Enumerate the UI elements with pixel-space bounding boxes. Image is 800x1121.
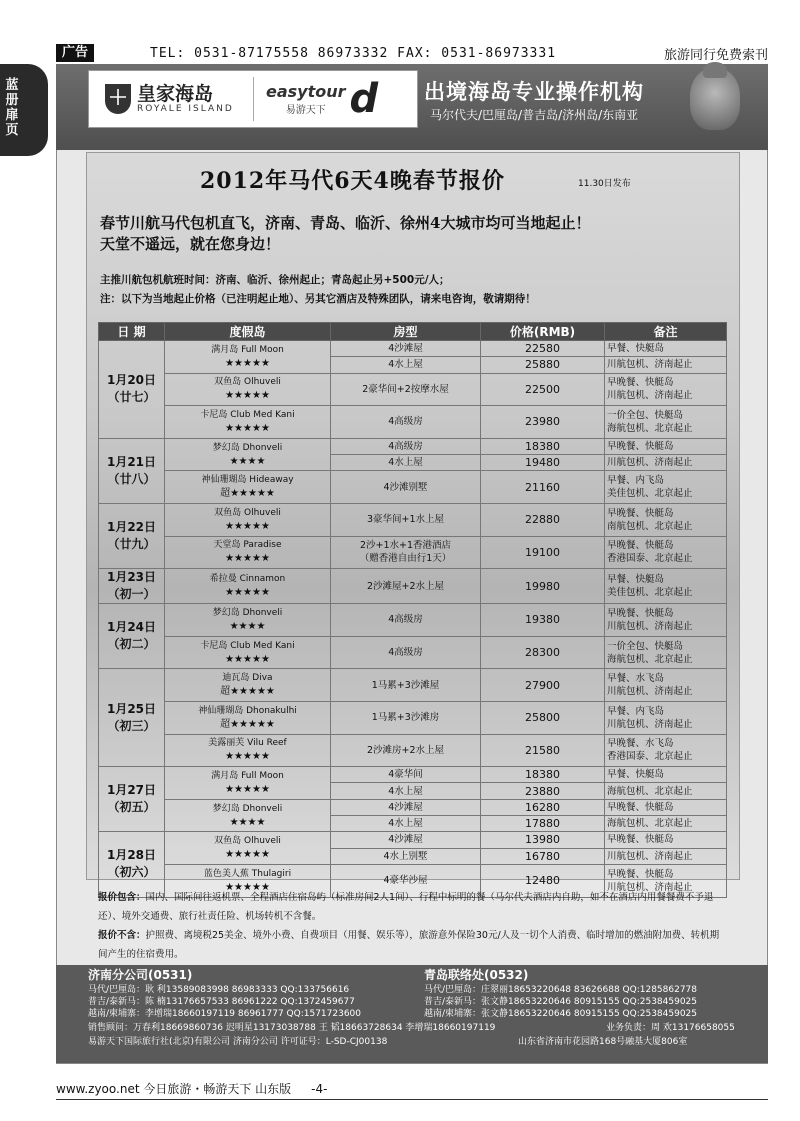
- price-cell: 23980: [481, 406, 605, 439]
- star-rating: 超★★★★★: [220, 718, 275, 730]
- resort-name: 双鱼岛 Olhuveli: [214, 836, 281, 847]
- room-cell: 4高级房: [331, 604, 481, 637]
- side-tab-char: 页: [5, 123, 19, 138]
- date-cell: 1月23日 （初一）: [99, 569, 165, 604]
- price-cell: 21160: [481, 471, 605, 504]
- royale-en: ROYALE ISLAND: [137, 104, 234, 114]
- logo-box: [88, 70, 418, 128]
- remark-cell: 早餐、水飞岛 川航包机、济南起止: [605, 669, 727, 702]
- remark-cell: 海航包机、北京起止: [605, 783, 727, 799]
- resort-name: 梦幻岛 Dhonveli: [212, 803, 283, 814]
- star-rating: ★★★★★: [225, 390, 270, 402]
- resort-name: 梦幻岛 Dhonveli: [212, 607, 283, 618]
- star-rating: ★★★★★: [225, 520, 270, 532]
- resort-name: 蓝色美人蕉 Thulagiri: [203, 868, 292, 879]
- star-rating: ★★★★: [229, 816, 266, 828]
- table-row: [99, 438, 727, 454]
- price-cell: 12480: [481, 864, 605, 897]
- price-cell: 22500: [481, 373, 605, 406]
- remark-cell: 川航包机、济南起止: [605, 455, 727, 471]
- resort-cell: [165, 471, 331, 504]
- resort-name: 神仙珊瑚岛 Dhonakulhi: [198, 705, 297, 716]
- date-cell: 1月22日 （廿九）: [99, 503, 165, 568]
- address-line: 山东省济南市花园路168号融基大厦806室: [518, 1037, 688, 1047]
- room-cell: 4高级房: [331, 438, 481, 454]
- qingdao-title: 青岛联络处(0532): [424, 968, 529, 982]
- table-row: [99, 734, 727, 767]
- price-cell: 19980: [481, 569, 605, 604]
- date-cell: 1月24日 （初二）: [99, 604, 165, 669]
- star-rating: ★★★★★: [225, 553, 270, 565]
- resort-cell: [165, 636, 331, 669]
- table-row: [99, 636, 727, 669]
- resort-name: 卡尼岛 Club Med Kani: [200, 409, 295, 420]
- room-cell: 4沙滩屋: [331, 832, 481, 848]
- resort-cell: [165, 799, 331, 832]
- price-cell: 18380: [481, 438, 605, 454]
- remark-cell: 早餐、快艇岛: [605, 341, 727, 357]
- lead-line-1: 春节川航马代包机直飞，济南、青岛、临沂、徐州4大城市均可当地起止！: [100, 214, 591, 232]
- room-cell: 4沙滩别墅: [331, 471, 481, 504]
- date-cell: 1月25日 （初三）: [99, 669, 165, 767]
- star-rating: 超★★★★★: [220, 488, 275, 500]
- resort-cell: [165, 438, 331, 471]
- room-cell: 4水上别墅: [331, 848, 481, 864]
- resort-cell: [165, 569, 331, 604]
- remark-cell: 早晚餐、快艇岛 南航包机、北京起止: [605, 503, 727, 536]
- resort-name: 美露丽芙 Vilu Reef: [208, 738, 287, 749]
- table-row: [99, 799, 727, 815]
- header-title: 出境海岛专业操作机构: [424, 80, 644, 104]
- remark-cell: 早晚餐、快艇岛: [605, 799, 727, 815]
- room-cell: 3豪华间+1水上屋: [331, 503, 481, 536]
- sales-line: 销售顾问：万春利18669860736 迟明星13173038788 王 韬18663728634 李增瑞18660197119: [88, 1023, 496, 1033]
- price-cell: 25880: [481, 357, 605, 373]
- col-header: 价格(RMB): [481, 323, 605, 341]
- remark-cell: 早晚餐、快艇岛: [605, 832, 727, 848]
- room-cell: 1马累+3沙滩屋: [331, 669, 481, 702]
- remark-cell: 早晚餐、快艇岛 川航包机、济南起止: [605, 373, 727, 406]
- resort-cell: [165, 832, 331, 865]
- remark-cell: 早晚餐、水飞岛 香港国泰、北京起止: [605, 734, 727, 767]
- remark-cell: 川航包机、济南起止: [605, 357, 727, 373]
- table-row: [99, 406, 727, 439]
- ad-label: 广告: [56, 44, 94, 62]
- remark-cell: 一价全包、快艇岛 海航包机、北京起止: [605, 406, 727, 439]
- side-tab-char: 扉: [5, 108, 19, 123]
- price-includes: [98, 888, 728, 964]
- star-rating: ★★★★★: [225, 587, 270, 599]
- price-cell: 16780: [481, 848, 605, 864]
- table-row: [99, 373, 727, 406]
- star-rating: ★★★★★: [225, 881, 270, 893]
- easytour-sub: 易游天下: [285, 105, 326, 116]
- easytour-d-icon: d: [349, 76, 379, 122]
- contact-line: 普吉/泰新马：张文静18653220646 80915155 QQ:2538459025: [424, 997, 698, 1007]
- table-row: [99, 341, 727, 357]
- publish-date: 11.30日发布: [578, 179, 631, 189]
- star-rating: ★★★★★: [225, 751, 270, 763]
- price-cell: 23880: [481, 783, 605, 799]
- table-row: [99, 536, 727, 569]
- date-cell: 1月27日 （初五）: [99, 767, 165, 832]
- room-cell: 4水上屋: [331, 455, 481, 471]
- table-header-row: [99, 323, 727, 341]
- col-header: 日 期: [99, 323, 165, 341]
- excludes-text: 护照费、离境税25美金、境外小费、自费项目（用餐、娱乐等），旅游意外保险30元/人及一切个人消费、临时增加的燃油附加费、转机期间产生的住宿费用。: [98, 930, 720, 960]
- company-line: 易游天下国际旅行社(北京)有限公司 济南分公司 许可证号：L-SD-CJ00138: [88, 1037, 388, 1047]
- remark-cell: 早晚餐、快艇岛 香港国泰、北京起止: [605, 536, 727, 569]
- resort-cell: [165, 503, 331, 536]
- resort-name: 迪瓦岛 Diva: [222, 673, 273, 684]
- table-row: [99, 669, 727, 702]
- branch-contacts: [56, 965, 768, 1063]
- room-cell: 2豪华间+2按摩水屋: [331, 373, 481, 406]
- contact-line: 越南/柬埔寨：张文静18653220646 80915155 QQ:2538459025: [424, 1009, 698, 1019]
- price-cell: 19480: [481, 455, 605, 471]
- room-cell: 1马累+3沙滩房: [331, 701, 481, 734]
- side-tab: [0, 64, 48, 156]
- includes-text: 国内、国际间往返机票、全程酒店住宿岛屿（标准房间2人1间）、行程中标明的餐（马尔代夫酒店内自助，如不在酒店内用餐餐费不予退还）、境外交通费、旅行社责任险、机场转机不含餐。: [98, 892, 714, 922]
- resort-name: 双鱼岛 Olhuveli: [214, 507, 281, 518]
- side-tab-char: 蓝: [5, 78, 19, 93]
- table-row: [99, 503, 727, 536]
- main-title: 2012年马代6天4晚春节报价: [200, 168, 505, 194]
- easytour-word: easytour: [266, 82, 346, 101]
- star-rating: ★★★★★: [225, 849, 270, 861]
- price-cell: 22880: [481, 503, 605, 536]
- boss-line: 业务负责：周 欢13176658055: [606, 1023, 735, 1033]
- room-cell: 4高级房: [331, 636, 481, 669]
- table-row: [99, 471, 727, 504]
- remark-cell: 早餐、内飞岛 美佳包机、北京起止: [605, 471, 727, 504]
- room-cell: 4高级房: [331, 406, 481, 439]
- price-cell: 17880: [481, 816, 605, 832]
- col-header: 度假岛: [165, 323, 331, 341]
- star-rating: ★★★★★: [225, 422, 270, 434]
- room-cell: 2沙+1水+1香港酒店 （赠香港自由行1天）: [331, 536, 481, 569]
- table-row: [99, 832, 727, 848]
- price-cell: 21580: [481, 734, 605, 767]
- resort-cell: [165, 701, 331, 734]
- price-cell: 27900: [481, 669, 605, 702]
- contact-line: 普吉/泰新马：陈 楠13176657533 86961222 QQ:1372459677: [88, 997, 355, 1007]
- easytour-logo: [254, 76, 379, 122]
- remark-cell: 早餐、快艇岛: [605, 767, 727, 783]
- contact-line: 越南/柬埔寨：李增瑞18660197119 86961777 QQ:1571723600: [88, 1009, 362, 1019]
- royale-logo: [89, 77, 254, 121]
- star-rating: ★★★★★: [225, 653, 270, 665]
- page-number: -4-: [311, 1081, 328, 1096]
- contact-line: 马代/巴厘岛：庄翠丽18653220648 83626688 QQ:1285862778: [424, 985, 698, 995]
- star-rating: ★★★★★: [225, 357, 270, 369]
- remark-cell: 海航包机、北京起止: [605, 816, 727, 832]
- date-cell: 1月21日 （廿八）: [99, 438, 165, 503]
- note-line-1: 主推川航包机航班时间：济南、临沂、徐州起止；青岛起止另+500元/人；: [100, 274, 450, 286]
- footer-site: www.zyoo.net 今日旅游・畅游天下 山东版: [56, 1082, 292, 1096]
- date-cell: 1月20日 （廿七）: [99, 341, 165, 439]
- room-cell: 4沙滩屋: [331, 799, 481, 815]
- remark-cell: 早餐、内飞岛 川航包机、济南起止: [605, 701, 727, 734]
- price-cell: 19380: [481, 604, 605, 637]
- side-tab-char: 册: [5, 93, 19, 108]
- includes-label: 报价包含：: [98, 892, 146, 903]
- room-cell: 4水上屋: [331, 816, 481, 832]
- room-cell: 4沙滩屋: [331, 341, 481, 357]
- date-cell: 1月28日 （初六）: [99, 832, 165, 897]
- buddha-head-icon: [690, 68, 740, 130]
- resort-cell: [165, 373, 331, 406]
- remark-cell: 川航包机、济南起止: [605, 848, 727, 864]
- resort-cell: [165, 767, 331, 800]
- star-rating: 超★★★★★: [220, 686, 275, 698]
- resort-cell: [165, 669, 331, 702]
- price-cell: 22580: [481, 341, 605, 357]
- remark-cell: 早晚餐、快艇岛 川航包机、济南起止: [605, 604, 727, 637]
- excludes-label: 报价不含：: [98, 930, 146, 941]
- table-body: [99, 341, 727, 898]
- shield-icon: [105, 84, 131, 114]
- table-row: [99, 569, 727, 604]
- jinan-title: 济南分公司(0531): [88, 968, 193, 982]
- lead-line-2: 天堂不遥远，就在您身边！: [100, 235, 281, 253]
- price-cell: 13980: [481, 832, 605, 848]
- free-copy-note: 旅游同行免费索刊: [663, 47, 768, 63]
- resort-name: 双鱼岛 Olhuveli: [214, 377, 281, 388]
- table-row: [99, 767, 727, 783]
- page-footer: [56, 1080, 768, 1100]
- table-row: [99, 701, 727, 734]
- star-rating: ★★★★: [229, 455, 266, 467]
- contact-line: 马代/巴厘岛：耿 利13589083998 86983333 QQ:133756616: [88, 985, 350, 995]
- price-cell: 18380: [481, 767, 605, 783]
- resort-name: 满月岛 Full Moon: [211, 770, 284, 781]
- header-subtitle: 马尔代夫/巴厘岛/普吉岛/济州岛/东南亚: [430, 108, 639, 122]
- top-bar: [56, 44, 768, 62]
- col-header: 备注: [605, 323, 727, 341]
- resort-cell: [165, 406, 331, 439]
- resort-name: 梦幻岛 Dhonveli: [212, 442, 283, 453]
- price-table: [98, 322, 727, 898]
- remark-cell: 一价全包、快艇岛 海航包机、北京起止: [605, 636, 727, 669]
- col-header: 房型: [331, 323, 481, 341]
- star-rating: ★★★★★: [225, 783, 270, 795]
- room-cell: 4豪华间: [331, 767, 481, 783]
- resort-cell: [165, 734, 331, 767]
- price-cell: 25800: [481, 701, 605, 734]
- resort-name: 希拉曼 Cinnamon: [209, 574, 286, 585]
- room-cell: 2沙滩房+2水上屋: [331, 734, 481, 767]
- room-cell: 4水上屋: [331, 357, 481, 373]
- star-rating: ★★★★: [229, 620, 266, 632]
- room-cell: 2沙滩屋+2水上屋: [331, 569, 481, 604]
- resort-cell: [165, 536, 331, 569]
- tel-fax: TEL: 0531-87175558 86973332 FAX: 0531-86973331: [150, 45, 557, 61]
- resort-name: 卡尼岛 Club Med Kani: [200, 640, 295, 651]
- price-cell: 19100: [481, 536, 605, 569]
- remark-cell: 早晚餐、快艇岛: [605, 438, 727, 454]
- resort-name: 天堂岛 Paradise: [213, 540, 282, 551]
- remark-cell: 早餐、快艇岛 美佳包机、北京起止: [605, 569, 727, 604]
- resort-name: 神仙珊瑚岛 Hideaway: [201, 475, 294, 486]
- table-row: [99, 604, 727, 637]
- price-cell: 28300: [481, 636, 605, 669]
- resort-cell: [165, 341, 331, 374]
- note-line-2: 注：以下为当地起止价格（已注明起止地）、另其它酒店及特殊团队，请来电咨询，敬请期待！: [100, 293, 536, 305]
- resort-name: 满月岛 Full Moon: [211, 344, 284, 355]
- royale-cn: 皇家海岛: [137, 83, 214, 105]
- room-cell: 4豪华沙屋: [331, 864, 481, 897]
- resort-cell: [165, 604, 331, 637]
- remark-cell: 早晚餐、快艇岛 川航包机、济南起止: [605, 864, 727, 897]
- price-cell: 16280: [481, 799, 605, 815]
- room-cell: 4水上屋: [331, 783, 481, 799]
